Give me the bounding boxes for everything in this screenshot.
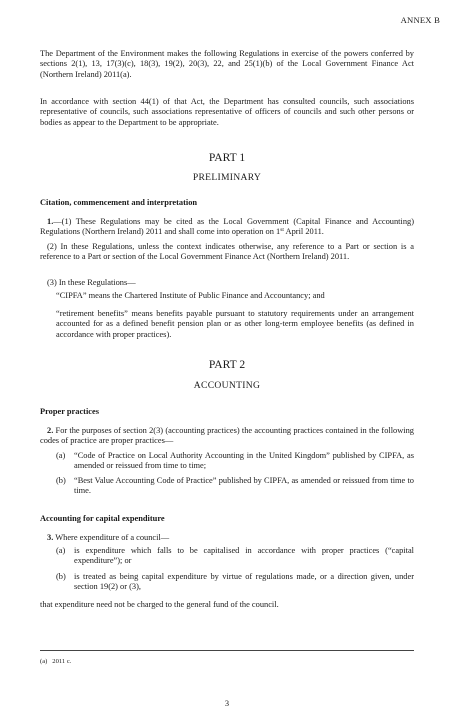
capital-expenditure-heading: Accounting for capital expenditure	[40, 514, 165, 523]
list-item-label: (b)	[56, 476, 66, 485]
citation-heading: Citation, commencement and interpretation	[40, 198, 198, 207]
regulation-3-text: Where expenditure of a council—	[53, 533, 170, 542]
list-item-text: is expenditure which falls to be capitalised in accordance with proper practices (“capital expenditure”); or	[74, 546, 414, 566]
list-item-text: is treated as being capital expenditure by virtue of regulations made, or a direction given, under section 19(2) or (3),	[74, 572, 414, 592]
part-2-title: PART 2	[208, 358, 246, 371]
consultation-paragraph: In accordance with section 44(1) of that Act, the Department has consulted councils, such associations representative of councils, such associations representative of officers of councils and such other persons or bodies as appear to the Department to be appropriate.	[40, 97, 414, 127]
regulation-3-tail: that expenditure need not be charged to the general fund of the council.	[40, 600, 279, 609]
part-1-title: PART 1	[208, 151, 246, 164]
regulation-1-2: (2) In these Regulations, unless the context indicates otherwise, any reference to a Part or section is a reference to a Part or section of the Local Government Finance Act (Northern Ireland) 2011.	[40, 242, 414, 262]
regulation-1-1-text: —(1) These Regulations may be cited as the Local Government (Capital Finance and Accounting) Regulations (Northern Ireland) 2011 and shall come into operation on 1	[40, 217, 414, 237]
regulation-3-number: 3.	[47, 533, 54, 542]
list-item-text: “Best Value Accounting Code of Practice” published by CIPFA, as amended or reissued from time to time.	[74, 476, 414, 496]
enacting-formula: The Department of the Environment makes the following Regulations in exercise of the powers conferred by sections 2(1), 13, 17(3)(c), 18(3), 19(2), 20(3), 22, and 25(1)(b) of the Local Government Finance Act (Northern Ireland) 2011(a).	[40, 49, 414, 79]
regulation-2-number: 2.	[47, 426, 54, 435]
footnote-text: 2011 c.	[52, 658, 72, 665]
list-item-label: (a)	[56, 451, 66, 460]
definition-retirement-benefits: “retirement benefits” means benefits payable pursuant to statutory requirements under an arrangement accounted for as a defined benefit pension plan or as other long-term employee benefits (as defined in accordance with proper practices).	[56, 309, 414, 339]
regulation-1-3: (3) In these Regulations—	[47, 278, 136, 287]
regulation-1-number: 1.	[47, 217, 54, 226]
list-item-label: (a)	[56, 546, 66, 555]
regulation-1-1-end: April 2011.	[283, 227, 324, 237]
regulation-2	[40, 426, 414, 447]
regulation-1-1	[40, 217, 414, 238]
regulation-2-text: For the purposes of section 2(3) (accounting practices) the accounting practices contained in the following codes of practice are proper practices—	[40, 426, 414, 446]
footnote-divider	[40, 650, 414, 651]
list-item-label: (b)	[56, 572, 66, 581]
part-2-subtitle: ACCOUNTING	[193, 380, 261, 391]
definition-cipfa: “CIPFA” means the Chartered Institute of Public Finance and Accountancy; and	[56, 291, 325, 300]
regulation-3	[40, 533, 414, 543]
footnote-label: (a)	[40, 658, 48, 665]
list-item-text: “Code of Practice on Local Authority Accounting in the United Kingdom” published by CIPFA, as amended or reissued from time to time;	[74, 451, 414, 471]
annex-label: ANNEX B	[400, 15, 440, 25]
footnote	[40, 657, 71, 667]
regulation-1-1-sup: st	[280, 227, 284, 234]
part-1-subtitle: PRELIMINARY	[192, 172, 262, 183]
page-number: 3	[224, 699, 230, 708]
proper-practices-heading: Proper practices	[40, 407, 99, 416]
